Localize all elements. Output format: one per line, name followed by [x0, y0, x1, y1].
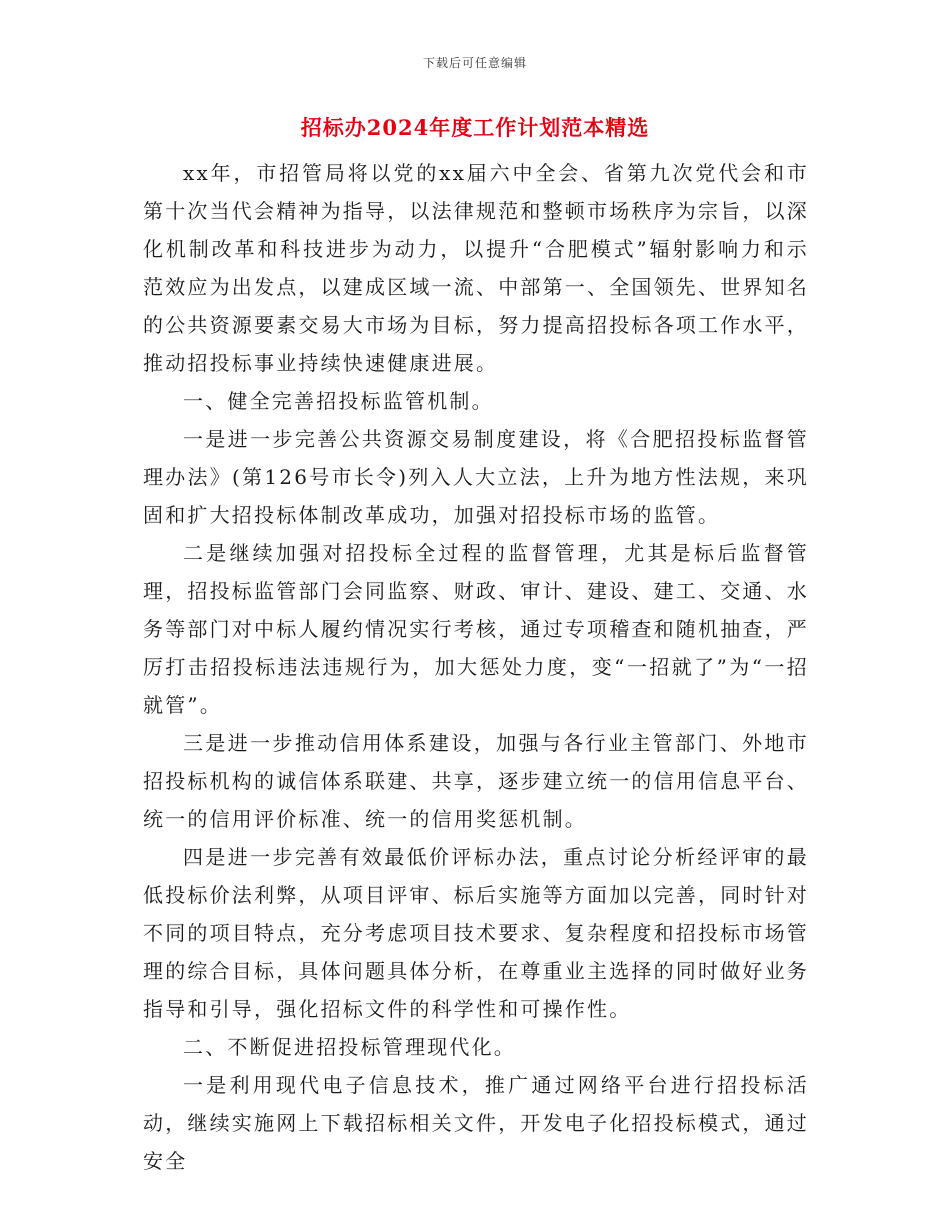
paragraph-item-4: 四是进一步完善有效最低价评标办法，重点讨论分析经评审的最低投标价法利弊，从项目评审、标后实施等方面加以完善，同时针对不同的项目特点，充分考虑项目技术要求、复杂程度和招投标市场管理的综合目标，具体问题具体分析，在尊重业主选择的同时做好业务指导和引导，强化招标文件的科学性和可操作性。 [143, 845, 809, 1021]
section-heading-2: 二、不断促进招投标管理现代化。 [183, 1035, 516, 1059]
paragraph-item-3: 三是进一步推动信用体系建设，加强与各行业主管部门、外地市招投标机构的诚信体系联建、共享，逐步建立统一的信用信息平台、统一的信用评价标准、统一的信用奖惩机制。 [143, 731, 809, 831]
paragraph-intro: xx年，市招管局将以党的xx届六中全会、省第九次党代会和市第十次当代会精神为指导，以法律规范和整顿市场秩序为宗旨，以深化机制改革和科技进步为动力，以提升“合肥模式”辐射影响力和示范效应为出发点，以建成区域一流、中部第一、全国领先、世界知名的公共资源要素交易大市场为目标，努力提高招投标各项工作水平，推动招投标事业持续快速健康进展。 [143, 161, 809, 375]
paragraph-item-1: 一是进一步完善公共资源交易制度建设，将《合肥招投标监督管理办法》(第126号市长令)列入人大立法，上升为地方性法规，来巩固和扩大招投标体制改革成功，加强对招投标市场的监管。 [143, 427, 809, 527]
paragraph-item-2: 二是继续加强对招投标全过程的监督管理，尤其是标后监督管理，招投标监管部门会同监察、财政、审计、建设、建工、交通、水务等部门对中标人履约情况实行考核，通过专项稽查和随机抽查，严厉打击招投标违法违规行为，加大惩处力度，变“一招就了”为“一招就管”。 [143, 541, 809, 717]
header-note: 下载后可任意编辑 [422, 56, 527, 70]
section-heading-1: 一、健全完善招投标监管机制。 [183, 389, 494, 413]
paragraph-item-5: 一是利用现代电子信息技术，推广通过网络平台进行招投标活动，继续实施网上下载招标相关文件，开发电子化招投标模式，通过安全 [143, 1073, 809, 1173]
document-title: 招标办2024年度工作计划范本精选 [300, 115, 650, 140]
document-body [143, 154, 809, 1180]
